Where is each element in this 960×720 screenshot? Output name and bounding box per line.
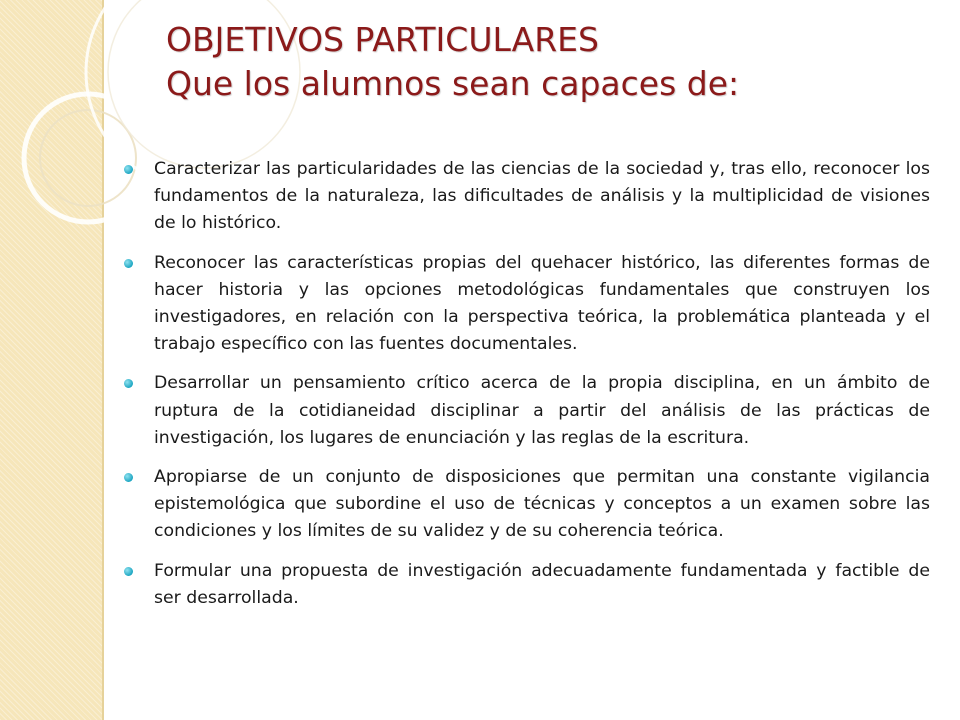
- bullet-icon: [124, 259, 133, 268]
- slide-title: [166, 18, 926, 106]
- bullet-icon: [124, 165, 133, 174]
- title-line-2: Que los alumnos sean capaces de:: [166, 64, 740, 103]
- list-item: [120, 156, 930, 238]
- list-item: [120, 250, 930, 359]
- list-item-text: Caracterizar las particularidades de las ciencias de la sociedad y, tras ello, reconocer los fundamentos de la naturaleza, las dificultades de análisis y la multiplicidad de visiones de lo histórico.: [154, 159, 930, 234]
- bullet-icon: [124, 379, 133, 388]
- list-item-text: Reconocer las características propias del quehacer histórico, las diferentes formas de hacer historia y las opciones metodológicas fundamentales que construyen los investigadores, en relación con la perspectiva teórica, la problemática planteada y el trabajo específico con las fuentes documentales.: [154, 252, 930, 355]
- bullet-icon: [124, 567, 133, 576]
- title-line-1: OBJETIVOS PARTICULARES: [166, 20, 599, 59]
- bullet-icon: [124, 473, 133, 482]
- list-item-text: Apropiarse de un conjunto de disposiciones que permitan una constante vigilancia epistemológica que subordine el uso de técnicas y conceptos a un examen sobre las condiciones y los límites de su validez y de su coherencia teórica.: [154, 467, 930, 542]
- objectives-list: [120, 156, 930, 624]
- list-item-text: Formular una propuesta de investigación adecuadamente fundamentada y factible de ser desarrollada.: [154, 560, 930, 608]
- list-item: [120, 464, 930, 546]
- list-item: [120, 558, 930, 612]
- list-item: [120, 370, 930, 452]
- list-item-text: Desarrollar un pensamiento crítico acerca de la propia disciplina, en un ámbito de ruptura de la cotidianeidad disciplinar a partir del análisis de las prácticas de investigación, los lugares de enunciación y las reglas de la escritura.: [154, 373, 930, 448]
